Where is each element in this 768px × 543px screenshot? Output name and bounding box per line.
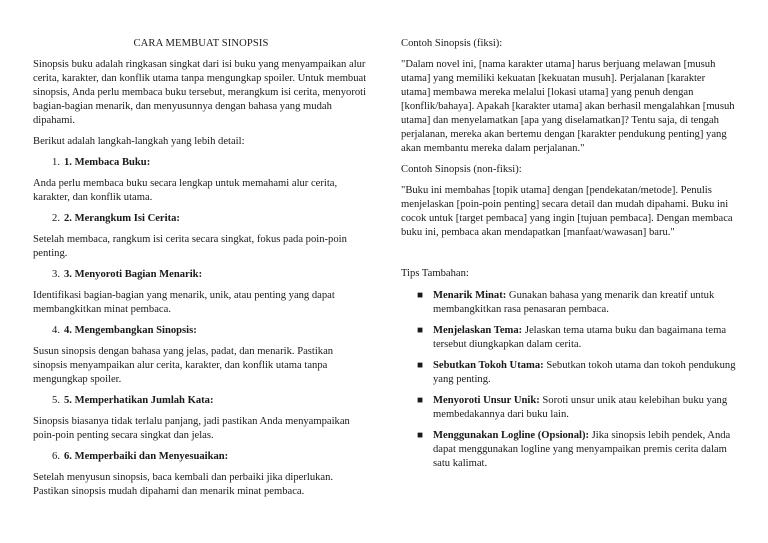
tip-item	[401, 359, 737, 387]
bullet-icon: ■	[417, 360, 424, 371]
step-item	[33, 324, 369, 387]
step-title: 5. Memperhatikan Jumlah Kata:	[64, 395, 214, 406]
tip-title: Menyoroti Unsur Unik:	[433, 395, 540, 406]
step-description: Anda perlu membaca buku secara lengkap untuk memahami alur cerita, karakter, dan konflik utama.	[33, 178, 338, 203]
step-number: 3.	[52, 269, 60, 280]
steps-lead: Berikut adalah langkah-langkah yang lebih detail:	[33, 136, 245, 147]
step-title: 3. Menyoroti Bagian Menarik:	[64, 269, 203, 280]
step-description: Susun sinopsis dengan bahasa yang jelas, padat, dan menarik. Pastikan sinopsis menyampaikan alur cerita, karakter, dan konflik utama tanpa mengungkap spoiler.	[33, 346, 334, 385]
tip-item	[401, 394, 737, 422]
tip-title: Menarik Minat:	[433, 290, 507, 301]
right-column	[401, 37, 737, 478]
tip-item	[401, 289, 737, 317]
step-description: Identifikasi bagian-bagian yang menarik, unik, atau penting yang dapat membangkitkan minat pembaca.	[33, 290, 335, 315]
bullet-icon: ■	[417, 430, 424, 441]
step-number: 2.	[52, 213, 60, 224]
tips-heading: Tips Tambahan:	[401, 268, 469, 279]
tip-item	[401, 429, 737, 471]
step-item	[33, 212, 369, 261]
step-item	[33, 450, 369, 499]
step-number: 1.	[52, 157, 60, 168]
tip-title: Menggunakan Logline (Opsional):	[433, 430, 589, 441]
tip-title: Sebutkan Tokoh Utama:	[433, 360, 544, 371]
tip-text: Jika sinopsis lebih pendek, Anda dapat menggunakan logline yang menyampaikan premis cerita dalam satu kalimat.	[433, 430, 731, 469]
tip-text: Gunakan bahasa yang menarik dan kreatif untuk membangkitkan rasa penasaran pembaca.	[433, 290, 715, 315]
step-description: Setelah membaca, rangkum isi cerita secara singkat, fokus pada poin-poin penting.	[33, 234, 347, 259]
bullet-icon: ■	[417, 290, 424, 301]
tip-item	[401, 324, 737, 352]
nonfiction-example-text: "Buku ini membahas [topik utama] dengan [pendekatan/metode]. Penulis menjelaskan [poin-poin penting] secara detail dan mudah dipahami. Buku ini cocok untuk [target pembaca] yang ingin [tujuan pembaca]. Dengan membaca buku ini, pembaca akan mendapatkan [manfaat/wawasan] baru."	[401, 185, 733, 238]
bullet-icon: ■	[417, 325, 424, 336]
tip-text: Jelaskan tema utama buku dan bagaimana tema tersebut diungkapkan dalam cerita.	[433, 325, 727, 350]
step-number: 5.	[52, 395, 60, 406]
step-title: 6. Memperbaiki dan Menyesuaikan:	[64, 451, 229, 462]
tip-title: Menjelaskan Tema:	[433, 325, 523, 336]
bullet-icon: ■	[417, 395, 424, 406]
tips-list	[401, 289, 737, 471]
step-title: 4. Mengembangkan Sinopsis:	[64, 325, 197, 336]
step-item	[33, 394, 369, 443]
fiction-example-text: "Dalam novel ini, [nama karakter utama] harus berjuang melawan [musuh utama] yang memiliki kekuatan [kekuatan musuh]. Perjalanan [karakter utama] membawa mereka melalui [lokasi utama] yang penuh dengan [konflik/bahaya]. Apakah [karakter utama] akan berhasil mengalahkan [musuh utama] dan menyelamatkan [apa yang diselamatkan]? Tentu saja, di tengah perjalanan, mereka akan bertemu dengan [karakter pendukung penting] yang akan membantu mereka dalam perjalanan."	[401, 59, 735, 154]
step-description: Setelah menyusun sinopsis, baca kembali dan perbaiki jika diperlukan. Pastikan sinopsis mudah dipahami dan menarik minat pembaca.	[33, 472, 334, 497]
nonfiction-example-label: Contoh Sinopsis (non-fiksi):	[401, 164, 522, 175]
step-item	[33, 156, 369, 205]
tip-text: Soroti unsur unik atau kelebihan buku yang membedakannya dari buku lain.	[433, 395, 728, 420]
left-column	[33, 37, 369, 506]
step-number: 6.	[52, 451, 60, 462]
step-title: 2. Merangkum Isi Cerita:	[64, 213, 180, 224]
tip-text: Sebutkan tokoh utama dan tokoh pendukung yang penting.	[433, 360, 736, 385]
step-number: 4.	[52, 325, 60, 336]
step-item	[33, 268, 369, 317]
step-title: 1. Membaca Buku:	[64, 157, 151, 168]
document-title: CARA MEMBUAT SINOPSIS	[133, 38, 269, 49]
step-description: Sinopsis biasanya tidak terlalu panjang, jadi pastikan Anda menyampaikan poin-poin penting secara singkat dan jelas.	[33, 416, 350, 441]
fiction-example-label: Contoh Sinopsis (fiksi):	[401, 38, 503, 49]
intro-paragraph: Sinopsis buku adalah ringkasan singkat dari isi buku yang menyampaikan alur cerita, karakter, dan konflik utama tanpa mengungkap spoiler. Untuk membuat sinopsis, Anda perlu membaca buku tersebut, merangkum isi cerita, menyoroti bagian-bagian menarik, dan menyusunnya dengan bahasa yang mudah dipahami.	[33, 59, 367, 126]
